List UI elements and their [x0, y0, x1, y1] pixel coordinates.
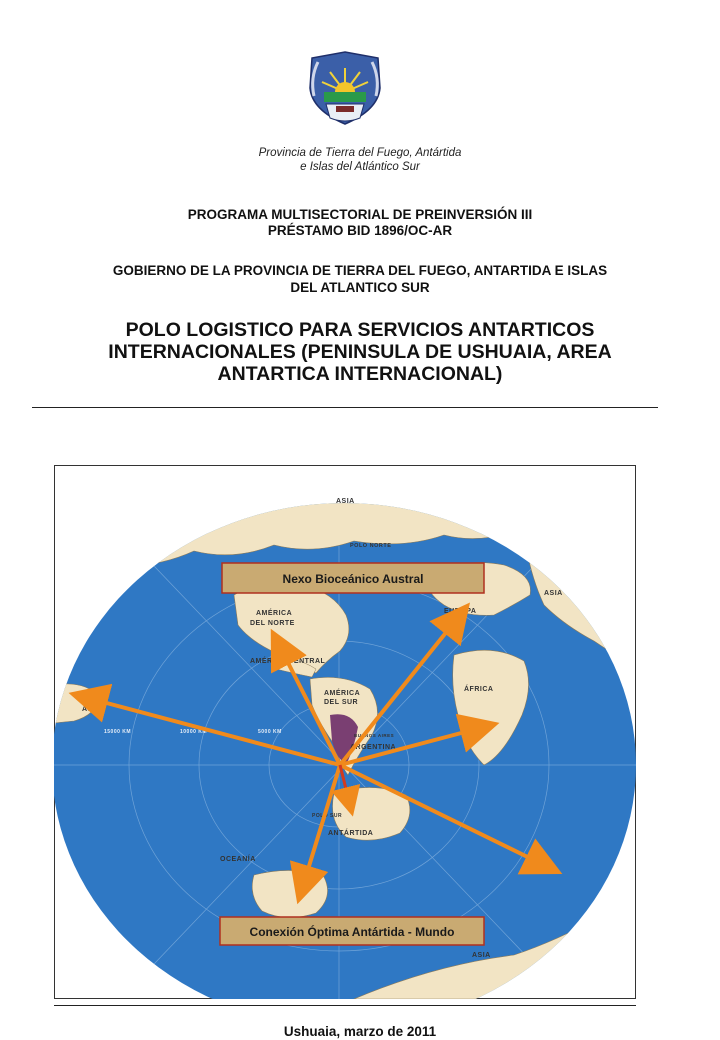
label-america-norte-2: DEL NORTE — [250, 620, 295, 627]
callout-top-text: Nexo Bioceánico Austral — [282, 572, 424, 586]
program-heading — [0, 207, 720, 239]
label-km-10000: 10000 KM — [180, 729, 208, 735]
province-line-2: e Islas del Atlántico Sur — [300, 161, 420, 173]
province-name — [0, 146, 720, 174]
label-km-15000: 15000 KM — [104, 729, 132, 735]
label-america-sur-1: AMÉRICA — [324, 690, 361, 697]
label-africa: ÁFRICA — [464, 686, 494, 693]
government-heading — [30, 262, 690, 296]
label-asia-top: ASIA — [336, 498, 355, 505]
government-line-1: GOBIERNO DE LA PROVINCIA DE TIERRA DEL FUEGO, ANTARTIDA E ISLAS — [112, 263, 608, 278]
label-america-norte-1: AMÉRICA — [256, 610, 293, 617]
document-title — [30, 319, 690, 385]
label-antartida: ANTÁRTIDA — [328, 830, 374, 837]
callout-bottom-text: Conexión Óptima Antártida - Mundo — [249, 925, 455, 939]
label-buenos-aires: BUENOS AIRES — [354, 733, 395, 738]
title-line-3: ANTARTICA INTERNACIONAL) — [217, 363, 503, 385]
label-asia-right: ASIA — [544, 590, 563, 597]
title-line-2: INTERNACIONALES (PENINSULA DE USHUAIA, AREA — [108, 341, 612, 363]
land-oceania — [252, 870, 327, 917]
label-km-5000: 5000 KM — [258, 729, 282, 735]
label-polo-norte: POLO NORTE — [350, 543, 392, 549]
divider-top — [32, 407, 658, 408]
callout-top — [222, 563, 484, 593]
label-asia-left: ASIA — [82, 706, 101, 713]
label-argentina: ARGENTINA — [350, 744, 397, 751]
callout-bottom — [220, 917, 484, 945]
government-line-2: DEL ATLANTICO SUR — [290, 280, 430, 295]
divider-bottom — [54, 1005, 636, 1006]
province-line-1: Provincia de Tierra del Fuego, Antártida — [258, 147, 462, 159]
label-oceania: OCEANÍA — [220, 856, 256, 863]
label-america-central: AMÉRICA CENTRAL — [250, 658, 326, 665]
program-line-1: PROGRAMA MULTISECTORIAL DE PREINVERSIÓN III — [187, 207, 533, 222]
place-date: Ushuaia, marzo de 2011 — [283, 1024, 437, 1039]
program-line-2: PRÉSTAMO BID 1896/OC-AR — [267, 223, 453, 238]
label-america-sur-2: DEL SUR — [324, 699, 359, 706]
province-emblem-logo — [300, 48, 390, 128]
polar-map — [54, 465, 636, 999]
label-europa: EUROPA — [444, 608, 477, 615]
title-line-1: POLO LOGISTICO PARA SERVICIOS ANTARTICOS — [125, 319, 595, 341]
label-polo-sur: POLO SUR — [312, 813, 343, 819]
label-asia-bottom: ASIA — [472, 952, 491, 959]
